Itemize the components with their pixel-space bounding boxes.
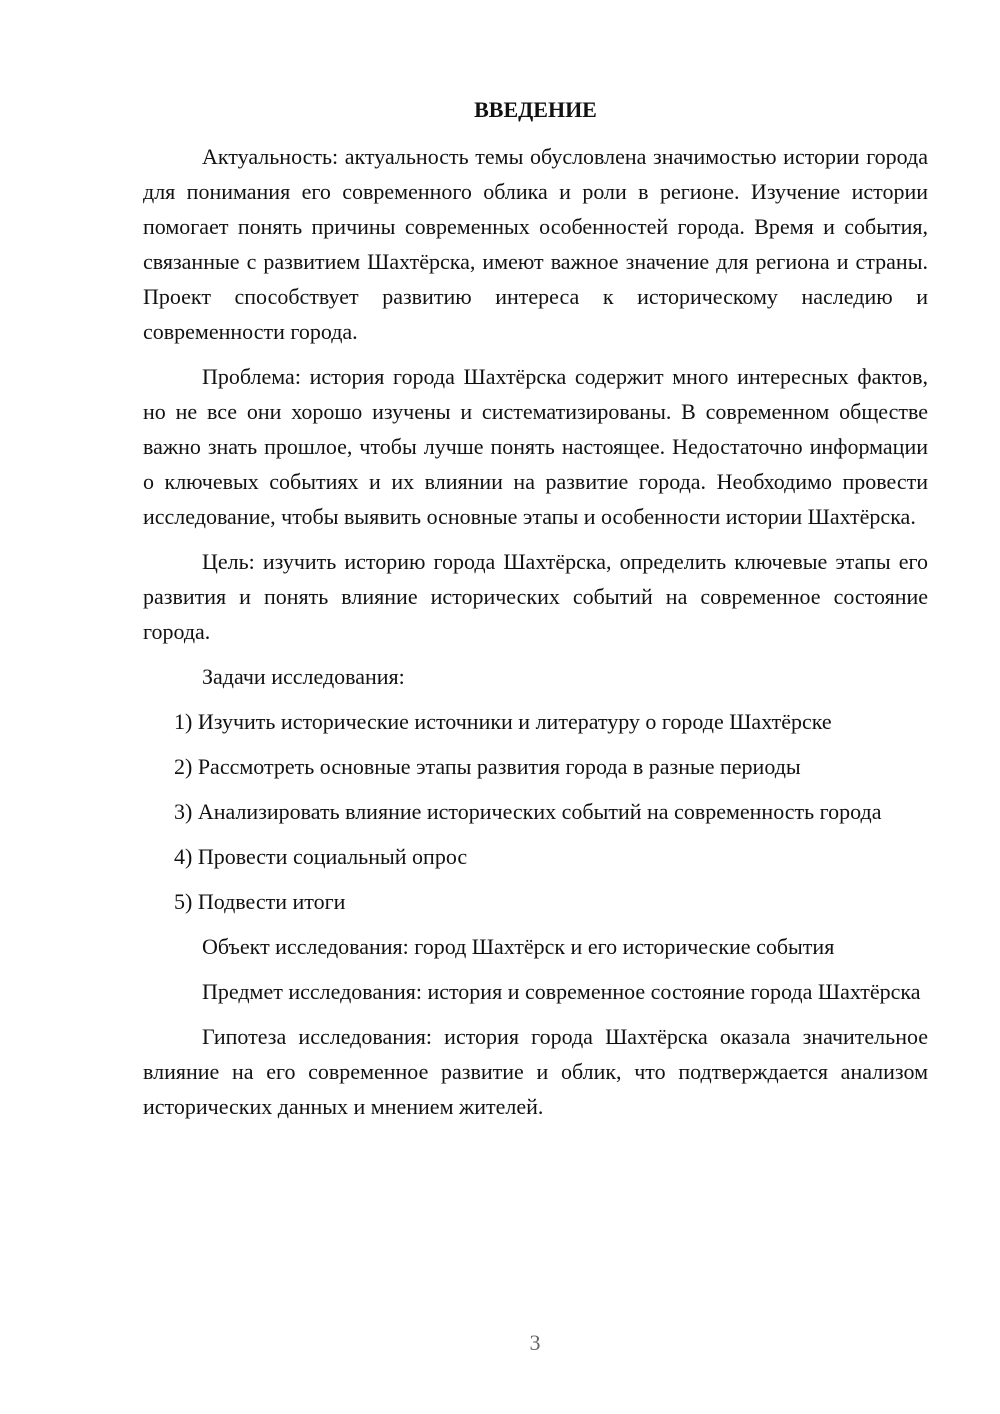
hypothesis-paragraph: Гипотеза исследования: история города Шахтёрска оказала значительное влияние на его современное развитие и облик, что подтверждается анализом исторических данных и мнением жителей.	[143, 1024, 928, 1119]
subject-paragraph: Предмет исследования: история и современное состояние города Шахтёрска	[202, 979, 921, 1004]
task-item-2: 2) Рассмотреть основные этапы развития города в разные периоды	[174, 754, 801, 779]
task-item-1: 1) Изучить исторические источники и литературу о городе Шахтёрске	[174, 709, 832, 734]
task-item-5: 5) Подвести итоги	[174, 889, 346, 914]
document-body	[143, 95, 928, 1134]
object-paragraph: Объект исследования: город Шахтёрск и его исторические события	[202, 934, 835, 959]
relevance-paragraph: Актуальность: актуальность темы обусловлена значимостью истории города для понимания его современного облика и роли в регионе. Изучение истории помогает понять причины современных особенностей города. Время и события, связанные с развитием Шахтёрска, имеют важное значение для региона и страны. Проект способствует развитию интереса к историческому наследию и современности города.	[143, 144, 928, 344]
task-item-3: 3) Анализировать влияние исторических событий на современность города	[174, 799, 882, 824]
page-number: 3	[529, 1330, 541, 1355]
problem-paragraph: Проблема: история города Шахтёрска содержит много интересных фактов, но не все они хорошо изучены и систематизированы. В современном обществе важно знать прошлое, чтобы лучше понять настоящее. Недостаточно информации о ключевых событиях и их влиянии на развитие города. Необходимо провести исследование, чтобы выявить основные этапы и особенности истории Шахтёрска.	[143, 364, 928, 529]
task-item-4: 4) Провести социальный опрос	[174, 844, 468, 869]
goal-paragraph: Цель: изучить историю города Шахтёрска, определить ключевые этапы его развития и понять влияние исторических событий на современное состояние города.	[143, 549, 928, 644]
tasks-title: Задачи исследования:	[202, 664, 405, 689]
section-heading: ВВЕДЕНИЕ	[474, 97, 597, 122]
